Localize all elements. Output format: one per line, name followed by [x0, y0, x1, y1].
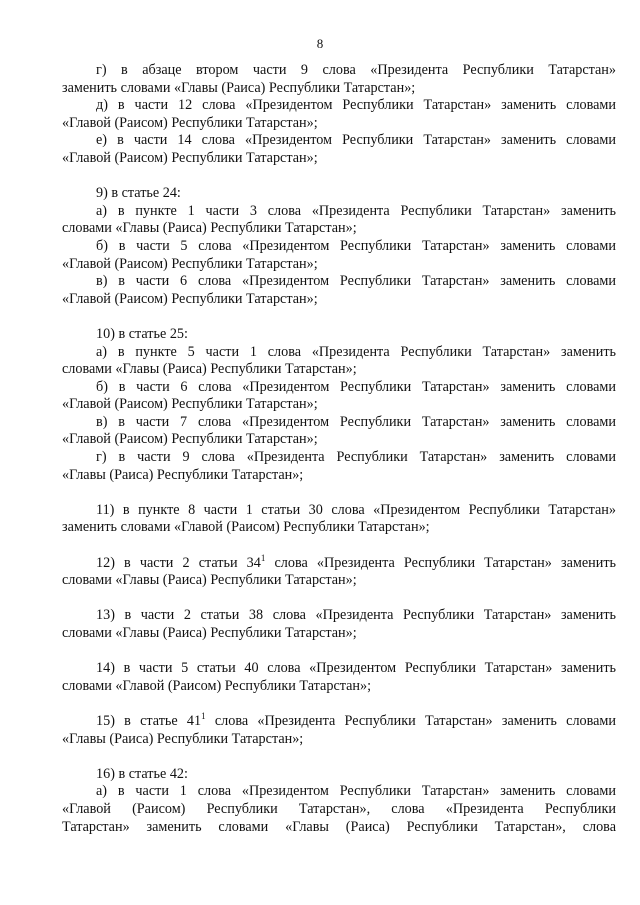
text-line: словами «Главы (Раиса) Республики Татарстан»; — [62, 361, 357, 378]
document-body — [62, 62, 616, 836]
text-line: в) в части 7 слова «Президентом Республики Татарстан» заменить словами — [96, 413, 616, 430]
paragraph-9a — [62, 203, 616, 238]
paragraph-16a — [62, 783, 616, 836]
text-line: словами «Главы (Раиса) Республики Татарстан»; — [62, 220, 357, 237]
text-line — [62, 710, 616, 731]
text-line: 10) в статье 25: — [96, 325, 188, 342]
text-line: словами «Главы (Раиса) Республики Татарстан»; — [62, 625, 357, 641]
text-line: «Главой (Раисом) Республики Татарстан»; — [62, 255, 318, 272]
paragraph-item-g — [62, 62, 616, 97]
text-line: словами «Главы (Раиса) Республики Татарстан»; — [62, 572, 357, 589]
paragraph-9-heading — [62, 185, 616, 203]
text-line: г) в части 9 слова «Президента Республики Татарстан» заменить словами — [96, 449, 616, 466]
text-line: «Главы (Раиса) Республики Татарстан»; — [62, 466, 304, 483]
text-line: «Главой (Раисом) Республики Татарстан»; — [62, 396, 318, 413]
text-line: словами «Главой (Раисом) Республики Татарстан»; — [62, 677, 372, 694]
paragraph-10v — [62, 414, 616, 449]
text-line: в) в части 6 слова «Президентом Республики Татарстан» заменить словами — [96, 273, 616, 290]
text-line: «Главой (Раисом) Республики Татарстан»; — [62, 114, 318, 131]
text-line: д) в части 12 слова «Президентом Республики Татарстан» заменить словами — [96, 97, 616, 114]
text-line: е) в части 14 слова «Президентом Республики Татарстан» заменить словами — [96, 132, 616, 149]
paragraph-9b — [62, 238, 616, 273]
text-line: а) в части 1 слова «Президентом Республики Татарстан» заменить словами — [96, 783, 616, 800]
paragraph-12 — [62, 552, 616, 590]
text-line: «Главы (Раиса) Республики Татарстан»; — [62, 730, 304, 747]
text-line: «Главой (Раисом) Республики Татарстан», слова «Президента Республики — [62, 800, 616, 817]
paragraph-10-heading — [62, 326, 616, 344]
text-line: 16) в статье 42: — [96, 765, 188, 782]
text-line: б) в части 6 слова «Президентом Республики Татарстан» заменить словами — [96, 378, 616, 395]
text-line: 14) в части 5 статьи 40 слова «Президентом Республики Татарстан» заменить — [96, 660, 616, 677]
paragraph-item-e — [62, 132, 616, 167]
text-line: «Главой (Раисом) Республики Татарстан»; — [62, 290, 318, 307]
text-line: заменить словами «Главой (Раисом) Республики Татарстан»; — [62, 519, 430, 536]
text-line: «Главой (Раисом) Республики Татарстан»; — [62, 431, 318, 448]
paragraph-14 — [62, 660, 616, 695]
text-line: 9) в статье 24: — [96, 185, 181, 202]
text-line: «Главой (Раисом) Республики Татарстан»; — [62, 149, 318, 166]
text-line: б) в части 5 слова «Президентом Республики Татарстан» заменить словами — [96, 237, 616, 254]
text-line: заменить словами «Главы (Раиса) Республики Татарстан»; — [62, 79, 416, 96]
paragraph-10g — [62, 449, 616, 484]
text-run: 12) в части 2 статьи 34 — [96, 554, 261, 571]
text-run: 15) в статье 41 — [96, 712, 202, 729]
paragraph-10a — [62, 344, 616, 379]
paragraph-item-d — [62, 97, 616, 132]
paragraph-10b — [62, 379, 616, 414]
text-run: слова «Президента Республики Татарстан» заменить — [265, 554, 616, 571]
text-line: а) в пункте 1 части 3 слова «Президента Республики Татарстан» заменить — [96, 202, 616, 219]
paragraph-13 — [62, 607, 616, 642]
paragraph-11 — [62, 502, 616, 537]
text-line: 11) в пункте 8 части 1 статьи 30 слова «Президентом Республики Татарстан» — [96, 501, 616, 518]
paragraph-16-heading — [62, 766, 616, 784]
text-line: Татарстан» заменить словами «Главы (Раиса) Республики Татарстан», слова — [62, 818, 616, 835]
text-run: слова «Президента Республики Татарстан» заменить словами — [205, 712, 616, 729]
superscript: 1 — [260, 552, 266, 563]
text-line: а) в пункте 5 части 1 слова «Президента Республики Татарстан» заменить — [96, 343, 616, 360]
superscript: 1 — [201, 710, 206, 721]
text-line: г) в абзаце втором части 9 слова «Президента Республики Татарстан» — [96, 62, 616, 78]
paragraph-9v — [62, 273, 616, 308]
text-line: 13) в части 2 статьи 38 слова «Президента Республики Татарстан» заменить — [96, 607, 616, 624]
paragraph-15 — [62, 710, 616, 748]
text-line — [62, 552, 616, 573]
page-number: 8 — [316, 36, 324, 51]
